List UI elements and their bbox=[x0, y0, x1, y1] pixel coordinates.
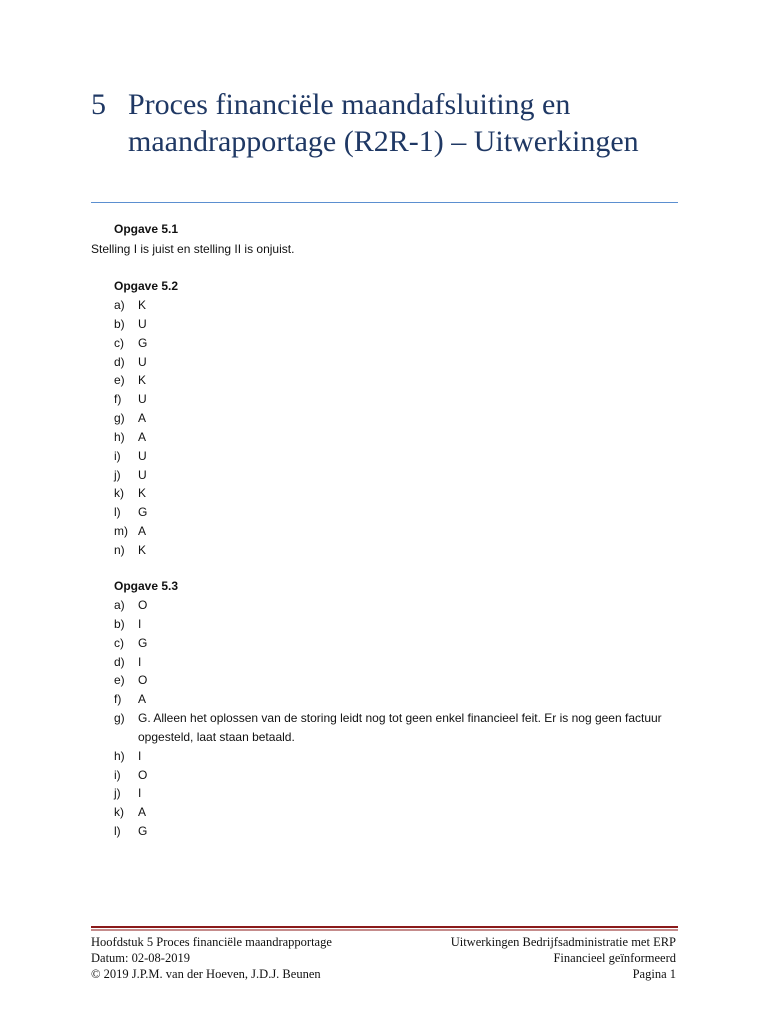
list-item bbox=[114, 428, 678, 447]
list-item bbox=[114, 653, 678, 672]
list-item-label: m) bbox=[114, 524, 128, 539]
footer-left bbox=[91, 934, 332, 982]
list-item-answer: U bbox=[138, 467, 147, 482]
list-item bbox=[114, 596, 678, 615]
list-item-label: j) bbox=[114, 786, 121, 801]
list-item bbox=[114, 766, 678, 785]
list-item bbox=[114, 503, 678, 522]
list-item-answer: A bbox=[138, 805, 147, 820]
list-item-label: e) bbox=[114, 373, 125, 388]
list-item-label: k) bbox=[114, 486, 124, 501]
list-item-answer: U bbox=[138, 316, 147, 331]
list-item-answer: U bbox=[138, 448, 147, 463]
opgave-5-2-list bbox=[114, 296, 678, 560]
list-item bbox=[114, 522, 678, 541]
list-item-label: j) bbox=[114, 467, 121, 482]
list-item bbox=[114, 334, 678, 353]
list-item-answer: G bbox=[138, 635, 148, 650]
list-item bbox=[114, 466, 678, 485]
list-item bbox=[114, 353, 678, 372]
list-item bbox=[114, 484, 678, 503]
list-item bbox=[114, 671, 678, 690]
list-item bbox=[114, 409, 678, 428]
footer-right bbox=[451, 934, 676, 982]
list-item-label: f) bbox=[114, 392, 122, 407]
opgave-5-3-title: Opgave 5.3 bbox=[114, 579, 179, 593]
list-item bbox=[114, 822, 678, 841]
list-item-answer: K bbox=[138, 298, 147, 312]
list-item-label: d) bbox=[114, 354, 125, 369]
list-item bbox=[114, 390, 678, 409]
list-item-label: h) bbox=[114, 429, 125, 444]
footer-page-number: Pagina 1 bbox=[632, 967, 676, 981]
list-item bbox=[114, 747, 678, 766]
list-item bbox=[114, 709, 678, 747]
list-item-answer: G bbox=[138, 335, 148, 350]
list-item bbox=[114, 296, 678, 315]
list-item-label: l) bbox=[114, 505, 121, 520]
list-item-label: c) bbox=[114, 635, 124, 650]
list-item-label: g) bbox=[114, 411, 125, 426]
list-item-label: i) bbox=[114, 767, 121, 782]
list-item-answer: I bbox=[138, 786, 142, 801]
list-item-label: i) bbox=[114, 448, 121, 463]
list-item-label: f) bbox=[114, 692, 122, 707]
list-item bbox=[114, 634, 678, 653]
list-item-label: e) bbox=[114, 673, 125, 688]
footer-copyright: © 2019 J.P.M. van der Hoeven, J.D.J. Beunen bbox=[91, 967, 321, 981]
opgave-5-1-title: Opgave 5.1 bbox=[114, 222, 179, 236]
footer-book-title: Uitwerkingen Bedrijfsadministratie met ERP bbox=[450, 935, 676, 949]
list-item-answer: A bbox=[138, 411, 147, 426]
list-item-label: c) bbox=[114, 335, 124, 350]
list-item-answer: G bbox=[138, 505, 148, 520]
chapter-heading bbox=[91, 86, 691, 160]
chapter-number: 5 bbox=[91, 88, 106, 121]
list-item-label: d) bbox=[114, 654, 125, 669]
footer-date: Datum: 02-08-2019 bbox=[91, 951, 190, 965]
list-item bbox=[114, 784, 678, 803]
heading-rule bbox=[91, 202, 678, 203]
list-item-label: b) bbox=[114, 616, 125, 631]
list-item-answer: K bbox=[138, 542, 147, 557]
list-item bbox=[114, 615, 678, 634]
list-item bbox=[114, 803, 678, 822]
list-item-answer: K bbox=[138, 373, 147, 388]
opgave-5-1-text: Stelling I is juist en stelling II is onjuist. bbox=[91, 242, 295, 256]
list-item-answer: U bbox=[138, 354, 147, 369]
list-item-answer: O bbox=[138, 767, 148, 782]
opgave-5-3-list bbox=[114, 596, 678, 841]
list-item-answer: A bbox=[138, 524, 147, 539]
footer-rule bbox=[91, 926, 678, 932]
list-item-answer: G bbox=[138, 824, 148, 839]
list-item-label: h) bbox=[114, 748, 125, 763]
list-item-label: g) bbox=[114, 711, 125, 726]
list-item bbox=[114, 447, 678, 466]
list-item-answer: I bbox=[138, 748, 142, 763]
list-item-label: k) bbox=[114, 805, 124, 820]
list-item-answer: G. Alleen het oplossen van de storing leidt nog tot geen enkel financieel feit. Er is nog geen factuur opgesteld, laat staan betaald. bbox=[138, 711, 662, 744]
opgave-5-2-title: Opgave 5.2 bbox=[114, 279, 179, 293]
list-item-answer: A bbox=[138, 429, 147, 444]
chapter-title: Proces financiële maandafsluiting en maandrapportage (R2R-1) – Uitwerkingen bbox=[128, 88, 639, 158]
list-item-label: a) bbox=[114, 298, 125, 312]
list-item-label: a) bbox=[114, 598, 125, 612]
list-item-answer: A bbox=[138, 692, 147, 707]
footer-subtitle: Financieel geïnformeerd bbox=[553, 951, 676, 965]
list-item-answer: I bbox=[138, 654, 142, 669]
list-item-answer: O bbox=[138, 598, 148, 612]
list-item-label: b) bbox=[114, 316, 125, 331]
list-item-answer: U bbox=[138, 392, 147, 407]
list-item-answer: I bbox=[138, 616, 142, 631]
list-item-label: n) bbox=[114, 542, 125, 557]
list-item-answer: O bbox=[138, 673, 148, 688]
list-item bbox=[114, 541, 678, 560]
list-item-answer: K bbox=[138, 486, 147, 501]
list-item bbox=[114, 690, 678, 709]
list-item-label: l) bbox=[114, 824, 121, 839]
list-item bbox=[114, 315, 678, 334]
footer-chapter: Hoofdstuk 5 Proces financiële maandrapportage bbox=[91, 935, 332, 949]
list-item bbox=[114, 371, 678, 390]
